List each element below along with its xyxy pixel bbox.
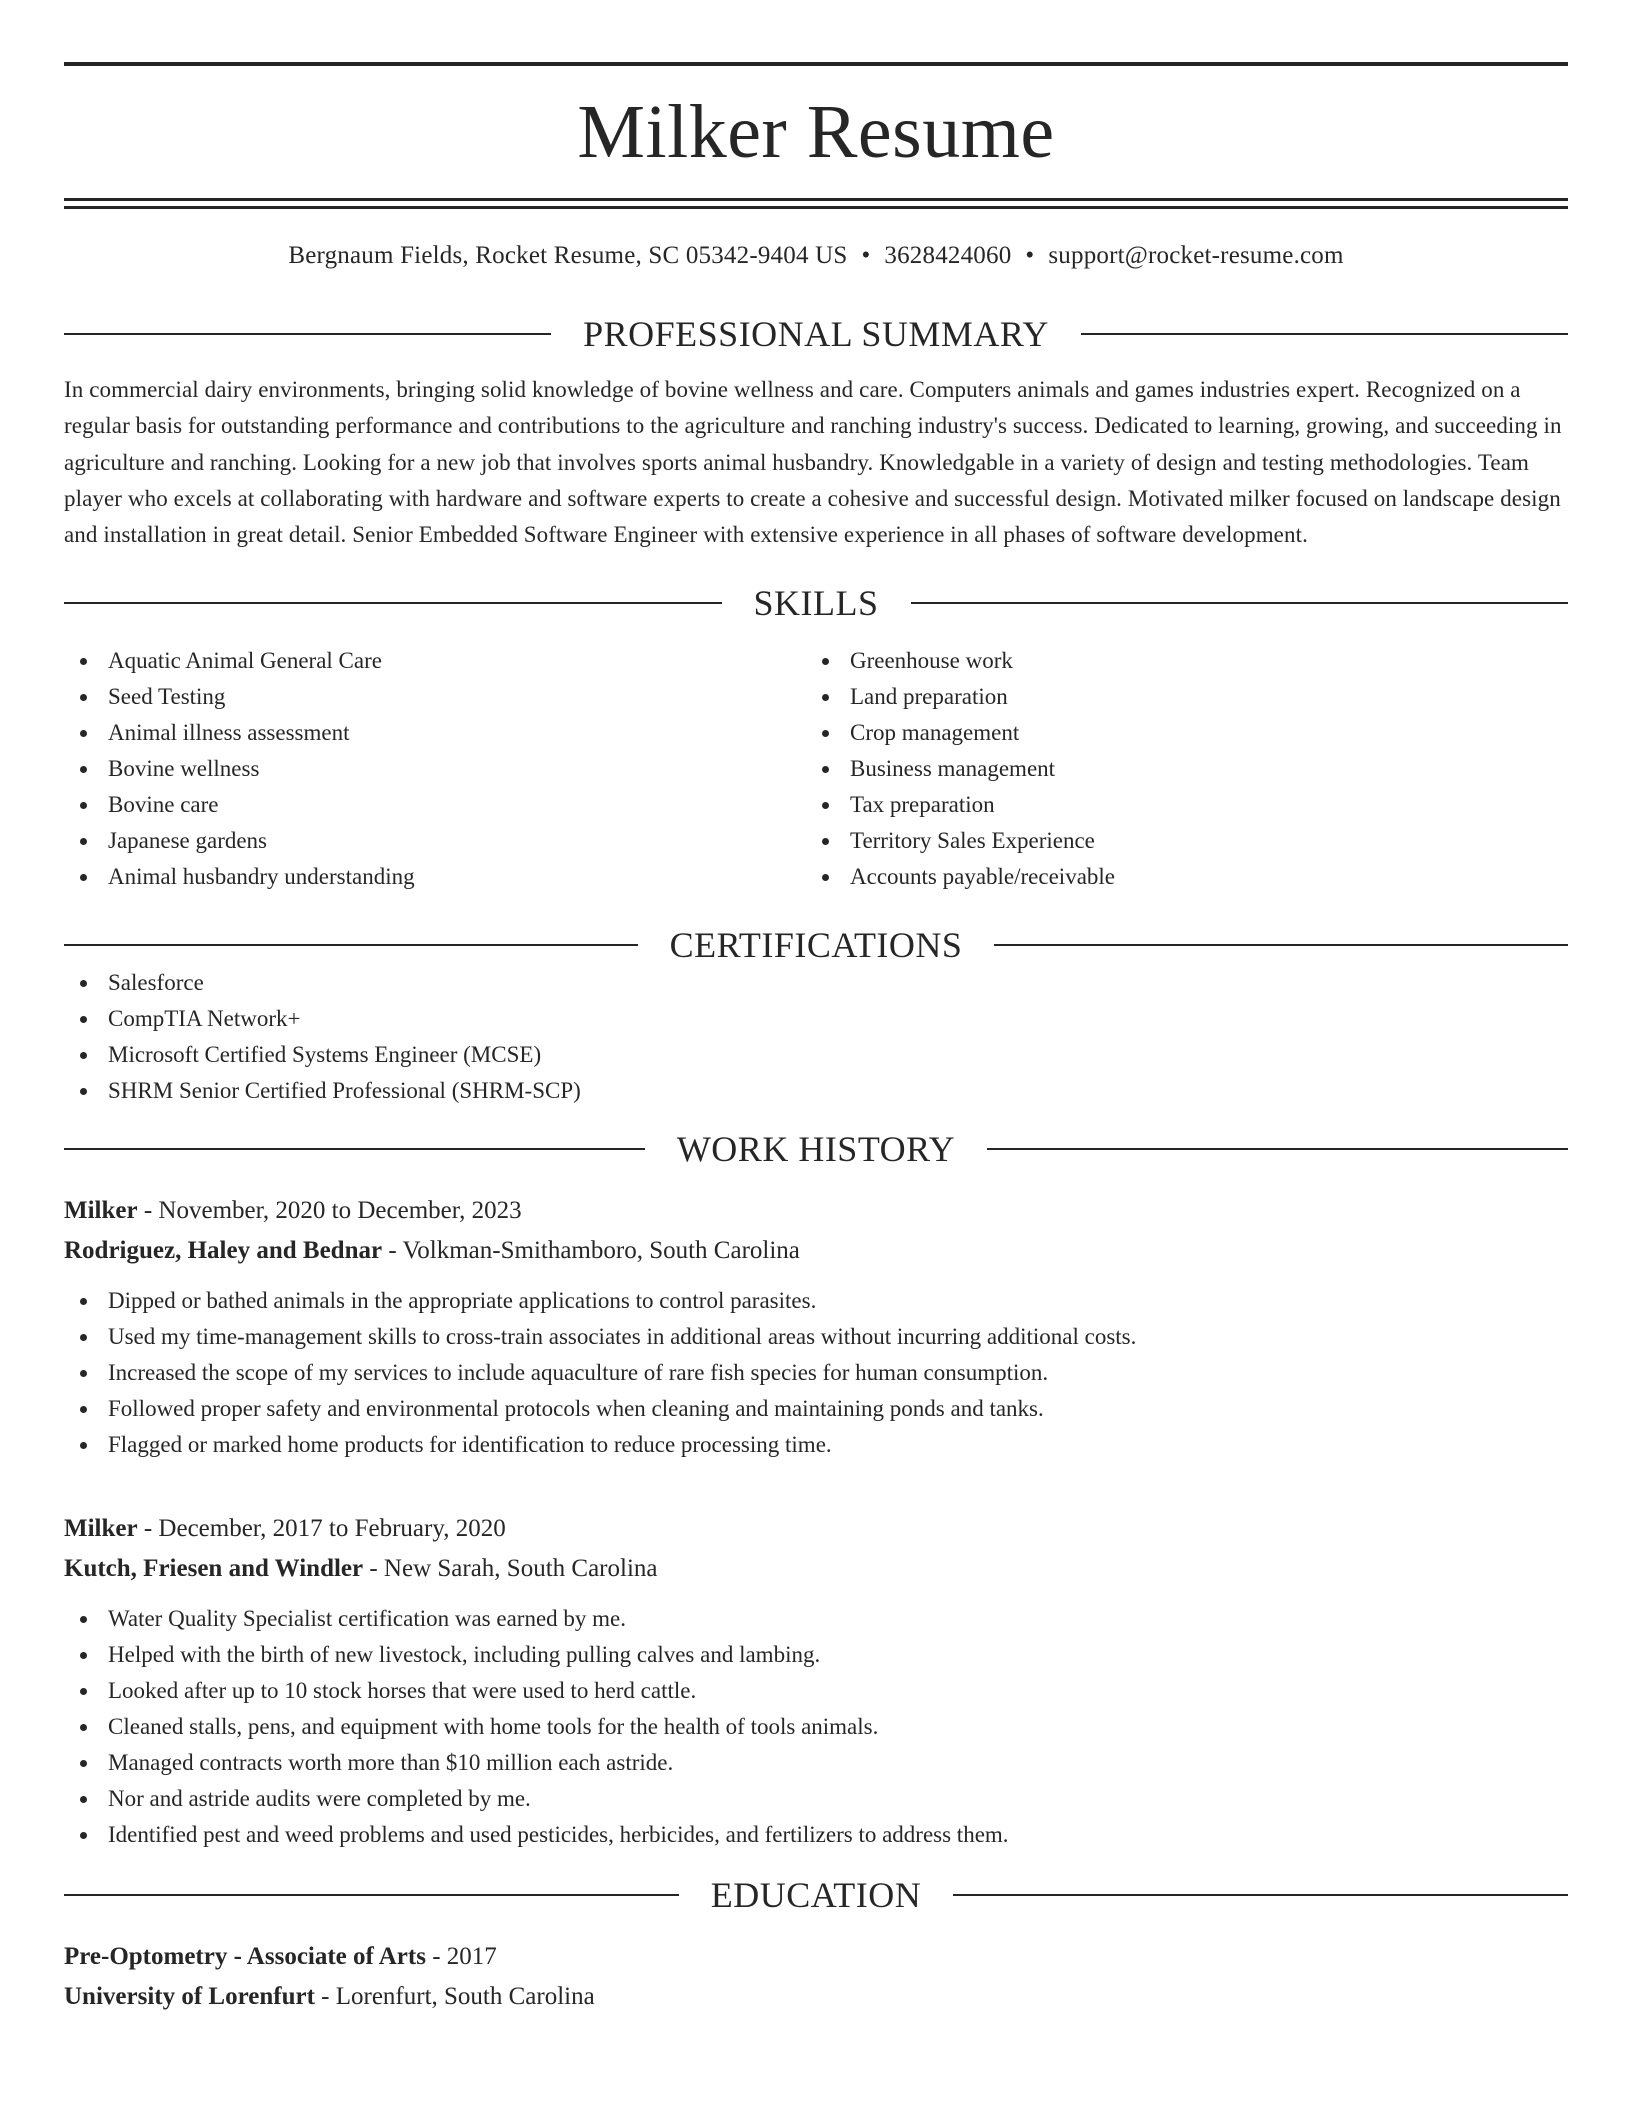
skill-item: Land preparation bbox=[806, 679, 1548, 715]
education-entry bbox=[64, 1937, 1568, 2017]
job-title: Milker bbox=[64, 1515, 138, 1543]
job-company: Kutch, Friesen and Windler bbox=[64, 1555, 364, 1583]
section-title: WORK HISTORY bbox=[676, 1129, 956, 1170]
contact-phone: 3628424060 bbox=[884, 242, 1012, 269]
heading-rule bbox=[64, 602, 722, 604]
job-duty: Identified pest and weed problems and used pesticides, herbicides, and fertilizers to address them. bbox=[64, 1817, 1568, 1853]
skill-item: Territory Sales Experience bbox=[806, 823, 1548, 859]
section-title: CERTIFICATIONS bbox=[669, 925, 963, 966]
job-duty: Cleaned stalls, pens, and equipment with home tools for the health of tools animals. bbox=[64, 1709, 1568, 1745]
skills-column-left bbox=[64, 643, 806, 895]
contact-address: Bergnaum Fields, Rocket Resume, SC 05342-9404 US bbox=[288, 242, 848, 269]
skill-item: Animal husbandry understanding bbox=[64, 859, 806, 895]
skill-item: Seed Testing bbox=[64, 679, 806, 715]
job-company: Rodriguez, Haley and Bednar bbox=[64, 1237, 383, 1265]
heading-rule bbox=[911, 602, 1569, 604]
job-dates: - December, 2017 to February, 2020 bbox=[143, 1515, 506, 1543]
job-entry bbox=[64, 1509, 1568, 1853]
job-duty: Looked after up to 10 stock horses that were used to herd cattle. bbox=[64, 1673, 1568, 1709]
certification-item: Microsoft Certified Systems Engineer (MCSE) bbox=[64, 1037, 1568, 1073]
education-degree-line bbox=[64, 1937, 1568, 1977]
job-duties bbox=[64, 1601, 1568, 1853]
section-title: SKILLS bbox=[753, 583, 879, 624]
skill-item: Bovine wellness bbox=[64, 751, 806, 787]
skill-item: Accounts payable/receivable bbox=[806, 859, 1548, 895]
job-duty: Dipped or bathed animals in the appropriate applications to control parasites. bbox=[64, 1283, 1568, 1319]
education-school: University of Lorenfurt bbox=[64, 1983, 315, 2011]
skill-item: Japanese gardens bbox=[64, 823, 806, 859]
skill-item: Crop management bbox=[806, 715, 1548, 751]
job-duty: Used my time-management skills to cross-train associates in additional areas without incurring additional costs. bbox=[64, 1319, 1568, 1355]
skill-item: Greenhouse work bbox=[806, 643, 1548, 679]
contact-line bbox=[64, 242, 1568, 270]
skill-item: Tax preparation bbox=[806, 787, 1548, 823]
section-title: PROFESSIONAL SUMMARY bbox=[583, 314, 1049, 354]
job-duties bbox=[64, 1283, 1568, 1463]
heading-rule bbox=[994, 944, 1568, 946]
certification-item: Salesforce bbox=[64, 965, 1568, 1001]
job-entry bbox=[64, 1191, 1568, 1463]
heading-rule bbox=[987, 1148, 1568, 1150]
page-title: Milker Resume bbox=[577, 90, 1055, 174]
heading-rule bbox=[64, 944, 638, 946]
job-location: - New Sarah, South Carolina bbox=[369, 1555, 658, 1583]
job-company-line bbox=[64, 1231, 1568, 1271]
certification-item: SHRM Senior Certified Professional (SHRM-SCP) bbox=[64, 1073, 1568, 1109]
job-duty: Managed contracts worth more than $10 million each astride. bbox=[64, 1745, 1568, 1781]
job-duty: Followed proper safety and environmental protocols when cleaning and maintaining ponds and tanks. bbox=[64, 1391, 1568, 1427]
summary-paragraph: In commercial dairy environments, bringing solid knowledge of bovine wellness and care. Computers animals and games industries expert. Recognized on a regular basis for outstanding performance and contributions to the agriculture and ranching industry's success. Dedicated to learning, growing, and succeeding in agriculture and ranching. Looking for a new job that involves sports animal husbandry. Knowledgable in a variety of design and testing methodologies. Team player who excels at collaborating with hardware and software experts to create a cohesive and successful design. Motivated milker focused on landscape design and installation in great detail. Senior Embedded Software Engineer with extensive experience in all phases of software development. bbox=[64, 377, 1562, 548]
title-double-rule bbox=[64, 198, 1568, 209]
education-degree: Pre-Optometry - Associate of Arts bbox=[64, 1943, 426, 1971]
job-title-line bbox=[64, 1509, 1568, 1549]
contact-separator: • bbox=[1025, 242, 1035, 269]
heading-rule bbox=[953, 1894, 1568, 1896]
top-rule bbox=[64, 62, 1568, 66]
job-duty: Nor and astride audits were completed by me. bbox=[64, 1781, 1568, 1817]
education-year: - 2017 bbox=[432, 1943, 497, 1971]
job-duty: Flagged or marked home products for identification to reduce processing time. bbox=[64, 1427, 1568, 1463]
job-location: - Volkman-Smithamboro, South Carolina bbox=[388, 1237, 800, 1265]
certifications-list bbox=[64, 965, 1568, 1109]
education-location: - Lorenfurt, South Carolina bbox=[321, 1983, 595, 2011]
job-duty: Helped with the birth of new livestock, including pulling calves and lambing. bbox=[64, 1637, 1568, 1673]
certification-item: CompTIA Network+ bbox=[64, 1001, 1568, 1037]
section-heading-education bbox=[64, 1875, 1568, 1915]
section-heading-summary bbox=[64, 314, 1568, 354]
heading-rule bbox=[1081, 333, 1568, 335]
section-heading-certifications bbox=[64, 925, 1568, 965]
job-title: Milker bbox=[64, 1197, 138, 1225]
skill-item: Business management bbox=[806, 751, 1548, 787]
skill-item: Bovine care bbox=[64, 787, 806, 823]
resume-content bbox=[64, 62, 1568, 2017]
job-company-line bbox=[64, 1549, 1568, 1589]
job-duty: Increased the scope of my services to include aquaculture of rare fish species for human consumption. bbox=[64, 1355, 1568, 1391]
heading-rule bbox=[64, 1148, 645, 1150]
contact-separator: • bbox=[861, 242, 871, 269]
job-title-line bbox=[64, 1191, 1568, 1231]
skill-item: Animal illness assessment bbox=[64, 715, 806, 751]
heading-rule bbox=[64, 1894, 679, 1896]
education-school-line bbox=[64, 1977, 1568, 2017]
section-title: EDUCATION bbox=[710, 1875, 922, 1916]
section-heading-work-history bbox=[64, 1129, 1568, 1169]
heading-rule bbox=[64, 333, 551, 335]
skills-column-right bbox=[806, 643, 1548, 895]
skills-list bbox=[64, 643, 1568, 895]
job-dates: - November, 2020 to December, 2023 bbox=[143, 1197, 522, 1225]
contact-email: support@rocket-resume.com bbox=[1048, 242, 1344, 269]
section-heading-skills bbox=[64, 583, 1568, 623]
skill-item: Aquatic Animal General Care bbox=[64, 643, 806, 679]
job-duty: Water Quality Specialist certification was earned by me. bbox=[64, 1601, 1568, 1637]
